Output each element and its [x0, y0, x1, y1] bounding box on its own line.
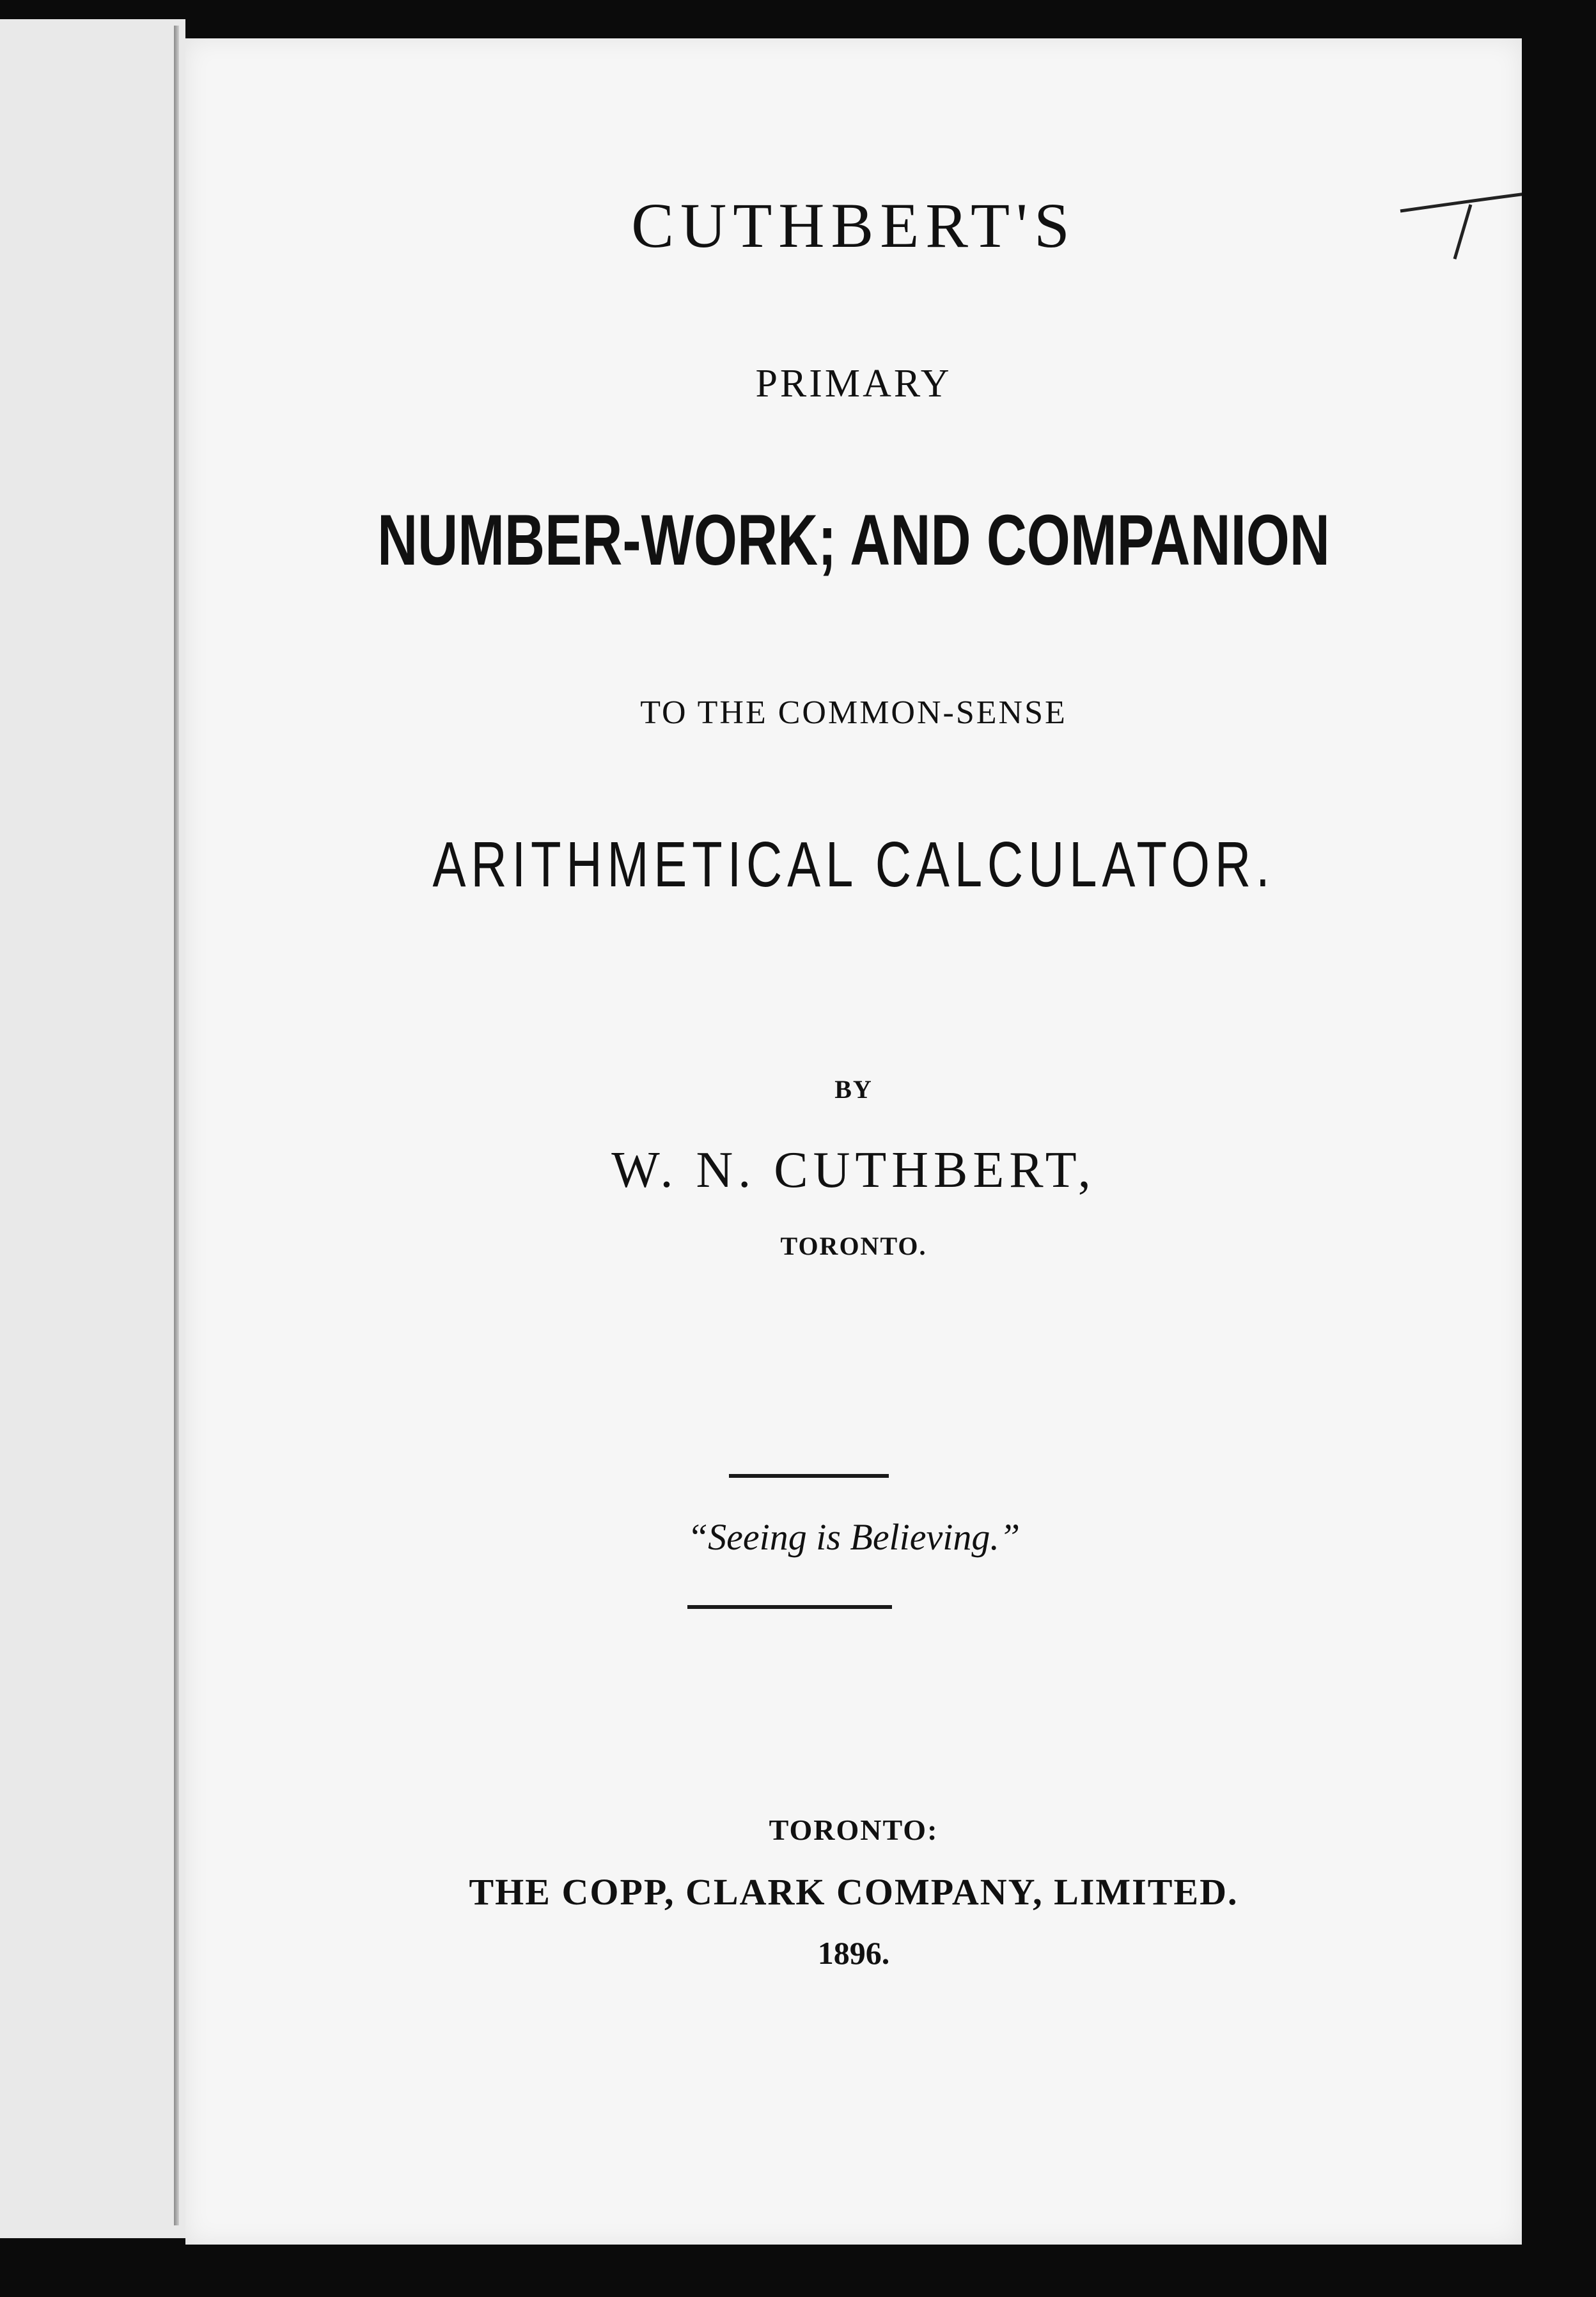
by-label: BY [834, 1075, 873, 1104]
to-the-line: TO THE COMMON-SENSE [640, 694, 1067, 731]
surname-title: CUTHBERT'S [631, 190, 1076, 261]
top-divider [729, 1474, 889, 1478]
title-page [185, 38, 1522, 2245]
right-margin [1522, 38, 1592, 2245]
author-name: W. N. CUTHBERT, [611, 1142, 1096, 1198]
main-title: NUMBER-WORK; AND COMPANION [377, 500, 1330, 580]
bottom-divider [687, 1605, 892, 1609]
subtitle: ARITHMETICAL CALCULATOR. [432, 829, 1275, 900]
publication-year: 1896. [817, 1935, 890, 1971]
facing-page-edge [0, 19, 185, 2238]
author-city: TORONTO. [780, 1232, 927, 1260]
publisher-city: TORONTO: [769, 1814, 939, 1846]
publisher-name: THE COPP, CLARK COMPANY, LIMITED. [469, 1871, 1239, 1913]
primary-label: PRIMARY [755, 362, 952, 405]
page-spine [174, 26, 179, 2225]
motto: “Seeing is Believing.” [687, 1516, 1021, 1558]
